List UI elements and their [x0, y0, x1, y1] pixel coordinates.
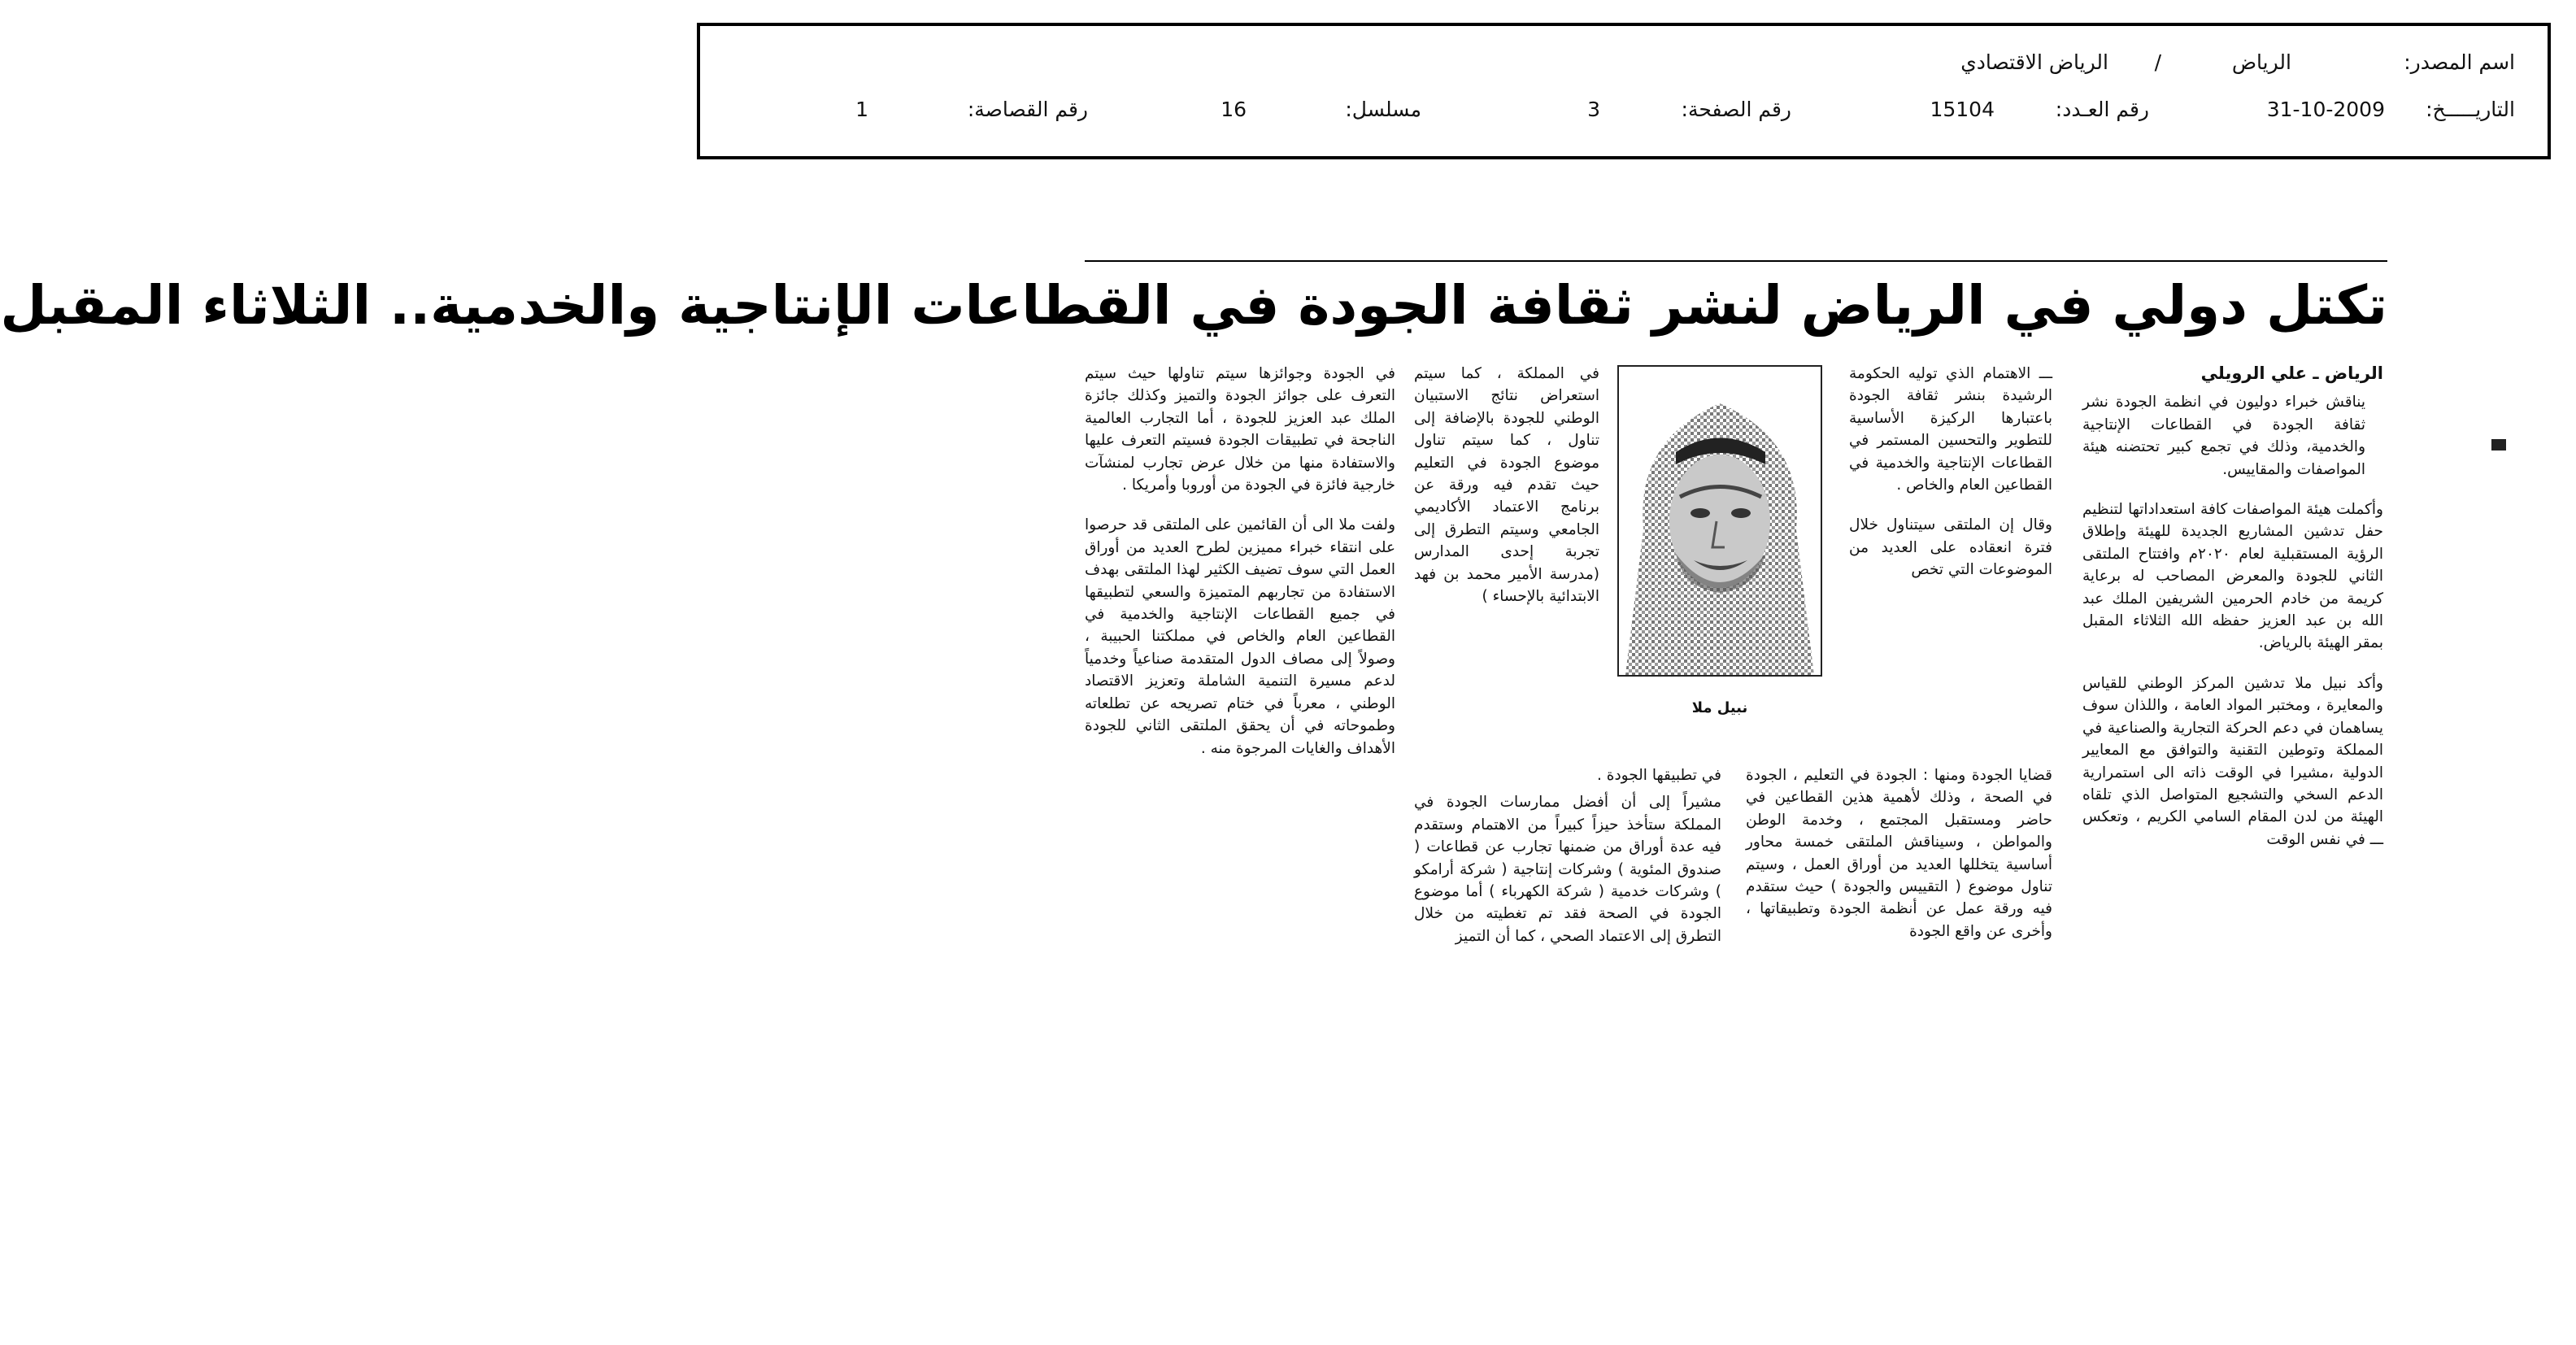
paragraph: قضايا الجودة ومنها : الجودة في التعليم ، الجودة في الصحة ، وذلك لأهمية هذين القطاعين في حاضر ومستقبل المجتمع ، وخدمة الوطن والمواطن ، وسيناقش الملتقى خمسة محاور أساسية يتخللها العديد من أوراق العمل ، وسيتم تناول موضوع ( التقييس والجودة ) حيث ستقدم فيه ورقة عمل عن أنظمة الجودة وتطبيقاتها ، وأخرى عن واقع الجودة [1746, 767, 2052, 940]
page-label: رقم الصفحة: [1681, 98, 1791, 121]
article-headline: تكتل دولي في الرياض لنشر ثقافة الجودة في القطاعات الإنتاجية والخدمية.. الثلاثاء المقبل [0, 274, 2387, 337]
serial-value: 16 [1221, 98, 1247, 121]
article-column-3-bottom [1414, 764, 1721, 965]
paragraph: وأكد نبيل ملا تدشين المركز الوطني للقياس والمعايرة ، ومختبر المواد العامة ، واللذان سوف يساهمان في دعم الحركة التجارية والصناعية في المملكة وتوطين التقنية والتوافق مع المعايير الدولية ،مشيرا في الوقت ذاته الى استمرارية الدعم السخي والتشجيع المتواصل الذي تلقاه الهيئة من لدن المقام السامي الكريم ، وتعكس ـــ في نفس الوقت [2082, 674, 2383, 848]
source-city: الرياض [2231, 50, 2291, 74]
paragraph: ـــ الاهتمام الذي توليه الحكومة الرشيدة بنشر ثقافة الجودة باعتبارها الركيزة الأساسية للتطوير والتحسين المستمر في القطاعات الإنتاجية والخدمية في القطاعين العام والخاص . [1849, 365, 2052, 494]
article-column-2-top [1849, 363, 2052, 599]
clipping-header [697, 23, 2551, 159]
bullet-square [2491, 439, 2506, 451]
date-value: 31-10-2009 [2266, 98, 2385, 121]
serial-label: مسلسل: [1345, 98, 1421, 121]
paragraph: في الجودة وجوائزها سيتم تناولها حيث سيتم التعرف على جوائز الجودة والتميز وكذلك جائزة الملك عبد العزيز للجودة ، أما التجارب العالمية الناجحة في تطبيقات الجودة فسيتم التعرف عليها والاستفادة منها من خلال عرض تجارب لمنشآت خارجية فائزة في الجودة من أوروبا وأمريكا . [1085, 365, 1395, 494]
clip-value: 1 [855, 98, 868, 121]
source-paper: الرياض الاقتصادي [1960, 50, 2108, 74]
paragraph: في تطبيقها الجودة . [1596, 767, 1721, 784]
article-column-4 [1085, 363, 1395, 777]
page-value: 3 [1587, 98, 1600, 121]
source-separator: / [2154, 50, 2161, 74]
article-column-2-bottom [1746, 764, 2052, 960]
issue-label: رقم العـدد: [2055, 98, 2149, 121]
paragraph: وقال إن الملتقى سيتناول خلال فترة انعقاده على العديد من الموضوعات التي تخص [1849, 516, 2052, 579]
portrait-photo [1617, 365, 1822, 677]
paragraph: وأكملت هيئة المواصفات كافة استعداداتها لتنظيم حفل تدشين المشاريع الجديدة للهيئة وإطلاق الرؤية المستقبلية لعام ٢٠٢٠م وافتتاح الملتقى الثاني للجودة والمعرض المصاحب له برعاية كريمة من خادم الحرمين الشريفين الملك عبد الله بن عبد العزيز حفظه الله الثلاثاء المقبل بمقر الهيئة بالرياض. [2082, 501, 2384, 652]
paragraph: مشيراً إلى أن أفضل ممارسات الجودة في المملكة ستأخذ حيزاً كبيراً من الاهتمام وستقدم فيه عدة أوراق من ضمنها تجارب عن قطاعات ( صندوق المئوية ) وشركات إنتاجية ( شركة أرامكو ) وشركات خدمية ( شركة الكهرباء ) أما موضوع الجودة في الصحة فقد تم تغطيته من خلال التطرق إلى الاعتماد الصحي ، كما أن التميز [1414, 794, 1721, 945]
paragraph: في المملكة ، كما سيتم استعراض نتائج الاستبيان الوطني للجودة بالإضافة إلى تناول ، كما سيتم تناول موضوع الجودة في التعليم حيث تقدم فيه ورقة عن برنامج الاعتماد الأكاديمي الجامعي وسيتم التطرق إلى تجربة إحدى المدارس (مدرسة الأمير محمد بن فهد الابتدائية بالإحساء ) [1414, 365, 1599, 606]
article-column-1 [2082, 363, 2383, 868]
clip-label: رقم القصاصة: [967, 98, 1088, 121]
headline-rule [1085, 260, 2387, 262]
paragraph: ولفت ملا الى أن القائمين على الملتقى قد حرصوا على انتقاء خبراء مميزين لطرح العديد من أوراق العمل التي سوف تضيف الكثير لهذا الملتقى بهدف الاستفادة من تجاربهم المتميزة والسعي لتطبيقها في جميع القطاعات الإنتاجية والخدمية في القطاعين العام والخاص في مملكتنا الحبيبة ، وصولاً إلى مصاف الدول المتقدمة صناعياً وخدمياً لدعم مسيرة التنمية الشاملة وتعزيز الاقتصاد الوطني ، معرباً في ختام تصريحه عن تطلعاته وطموحاته في أن يحقق الملتقى الثاني للجودة الأهداف والغايات المرجوة منه . [1085, 516, 1395, 757]
date-label: التاريـــــخ: [2426, 98, 2515, 121]
paragraph: يناقش خبراء دوليون في انظمة الجودة نشر ثقافة الجودة في القطاعات الإنتاجية والخدمية، وذلك في تجمع كبير تحتضنه هيئة المواصفات والمقاييس. [2082, 394, 2365, 478]
issue-value: 15104 [1930, 98, 1995, 121]
portrait-image [1619, 367, 1821, 675]
source-label: اسم المصدر: [2404, 50, 2515, 74]
article-column-3-top [1414, 363, 1599, 625]
article-byline: الرياض ـ علي الرويلي [2200, 363, 2383, 383]
photo-caption: نبيل ملا [1691, 699, 1748, 716]
